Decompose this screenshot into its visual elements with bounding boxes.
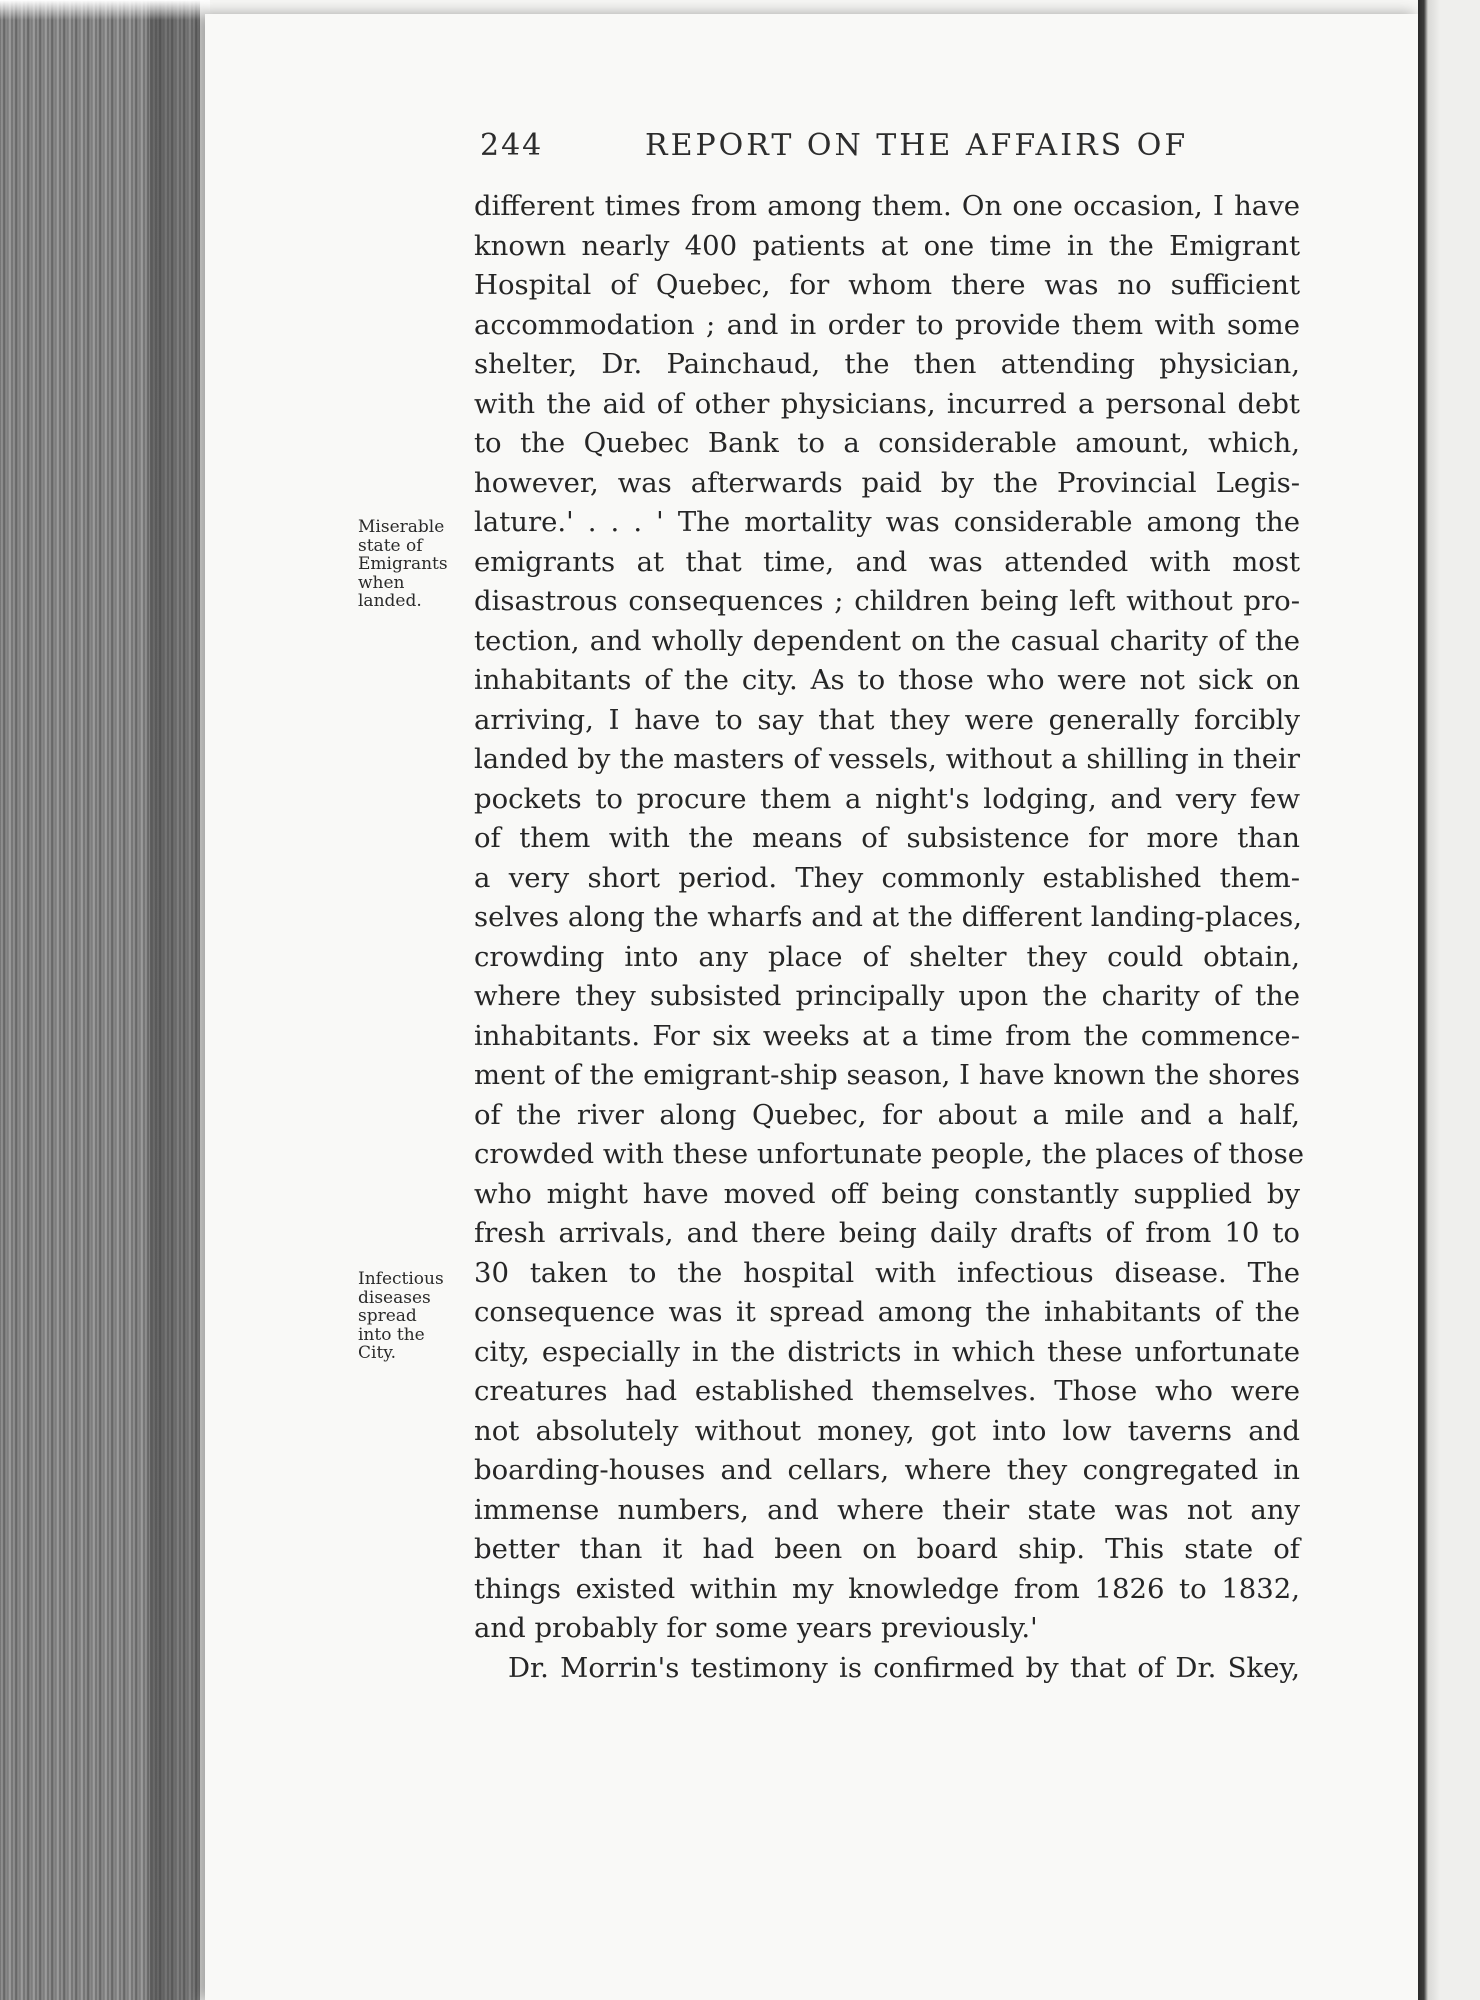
margin-note-line: diseases	[358, 1287, 431, 1308]
text-line: pockets to procure them a night's lodging, and very few	[474, 782, 1300, 815]
margin-note-line: Miserable	[358, 517, 445, 537]
text-line: city, especially in the districts in which these unfortunate	[474, 1335, 1300, 1368]
fore-edge-shadow	[150, 0, 210, 2000]
text-line: shelter, Dr. Painchaud, the then attending physician,	[474, 348, 1300, 380]
margin-note-line: when	[358, 572, 405, 593]
text-line: of them with the means of subsistence for more than	[474, 822, 1300, 854]
text-line: 30 taken to the hospital with infectious disease. The	[474, 1256, 1300, 1289]
next-page-edge	[1418, 0, 1480, 2000]
text-line: accommodation ; and in order to provide them with some	[474, 308, 1300, 341]
margin-note-line: Infectious	[358, 1269, 444, 1289]
text-line: arriving, I have to say that they were generally forcibly	[474, 703, 1300, 736]
text-line: of the river along Quebec, for about a mile and a half,	[474, 1098, 1300, 1131]
text-line: with the aid of other physicians, incurred a personal debt	[474, 387, 1300, 420]
text-line: Dr. Morrin's testimony is confirmed by that of Dr. Skey,	[508, 1651, 1300, 1684]
margin-note-line: into the	[358, 1324, 425, 1345]
text-line: Hospital of Quebec, for whom there was no sufficient	[474, 269, 1300, 301]
text-line: known nearly 400 patients at one time in the Emigrant	[474, 229, 1300, 262]
margin-note-infectious	[358, 1270, 478, 1363]
text-line: disastrous consequences ; children being left without pro-	[474, 585, 1300, 617]
fore-edge-top-highlight	[0, 0, 210, 20]
text-line: however, was afterwards paid by the Provincial Legis-	[474, 466, 1300, 499]
margin-note-line: landed.	[358, 591, 422, 611]
text-line: inhabitants. For six weeks at a time from the commence-	[474, 1019, 1300, 1052]
margin-note-emigrants	[358, 518, 478, 611]
margin-note-line: Emigrants	[358, 554, 448, 574]
margin-note-line: state of	[358, 535, 423, 556]
text-line: different times from among them. On one occasion, I have	[474, 190, 1300, 222]
text-line: fresh arrivals, and there being daily drafts of from 10 to	[474, 1217, 1300, 1249]
text-line: inhabitants of the city. As to those who were not sick on	[474, 664, 1300, 696]
margin-note-line: spread	[358, 1306, 417, 1326]
text-line: where they subsisted principally upon the charity of the	[474, 980, 1300, 1012]
text-line: tection, and wholly dependent on the casual charity of the	[474, 624, 1300, 657]
text-line: boarding-houses and cellars, where they congregated in	[474, 1454, 1300, 1486]
text-line: selves along the wharfs and at the different landing-places,	[474, 901, 1303, 933]
text-line: and probably for some years previously.'	[474, 1612, 1038, 1644]
page-number: 244	[480, 128, 544, 163]
text-line: a very short period. They commonly established them-	[474, 861, 1300, 894]
text-line: ment of the emigrant-ship season, I have known the shores	[474, 1059, 1300, 1091]
text-line: immense numbers, and where their state was not any	[474, 1493, 1300, 1526]
margin-note-line: City.	[358, 1343, 397, 1363]
text-line: consequence was it spread among the inhabitants of the	[474, 1296, 1300, 1328]
text-line: things existed within my knowledge from 1826 to 1832,	[474, 1572, 1300, 1605]
text-line: better than it had been on board ship. This state of	[474, 1533, 1300, 1565]
body-text	[474, 187, 1304, 1688]
text-line: landed by the masters of vessels, without a shilling in their	[474, 743, 1300, 775]
text-line: crowding into any place of shelter they could obtain,	[474, 940, 1300, 973]
text-line: emigrants at that time, and was attended with most	[474, 545, 1300, 578]
text-line: not absolutely without money, got into low taverns and	[474, 1414, 1300, 1447]
running-title: REPORT ON THE AFFAIRS OF	[645, 128, 1189, 163]
running-head	[480, 128, 1315, 172]
text-line: crowded with these unfortunate people, the places of those	[474, 1138, 1304, 1170]
text-line: to the Quebec Bank to a considerable amount, which,	[474, 427, 1300, 459]
text-line: creatures had established themselves. Those who were	[474, 1375, 1300, 1407]
text-line: who might have moved off being constantly supplied by	[474, 1177, 1300, 1210]
text-line: lature.' . . . ' The mortality was considerable among the	[474, 506, 1300, 538]
